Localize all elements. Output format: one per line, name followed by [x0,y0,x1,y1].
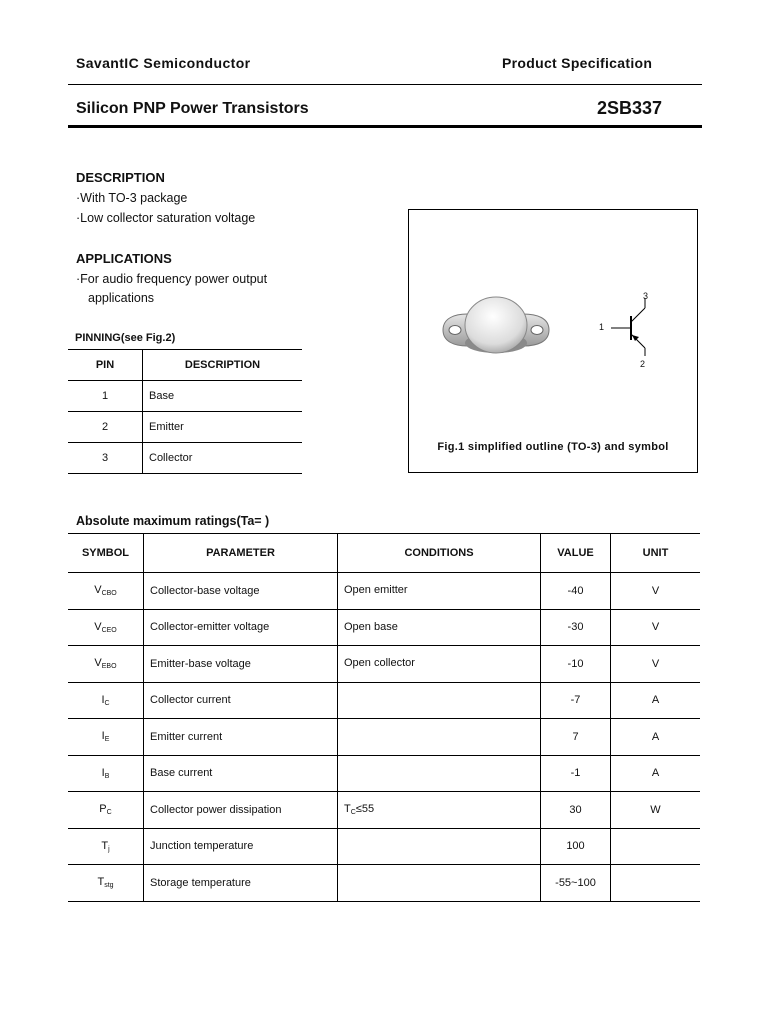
conditions-cell [338,755,541,792]
ratings-table [68,533,700,902]
conditions-cell [338,865,541,902]
symbol-subscript: E [104,736,110,744]
unit-cell: A [651,767,660,780]
table-row [68,443,302,474]
unit-cell: V [651,584,660,597]
conditions-cell [338,828,541,865]
figure-caption: Fig.1 simplified outline (TO-3) and symbol [437,441,669,453]
symbol-cell [68,609,144,646]
value-cell: 100 [541,828,611,865]
unit-column-header: UNIT [642,547,669,559]
part-number: 2SB337 [597,98,663,118]
description-column-header: DESCRIPTION [184,359,261,371]
unit-cell: A [651,694,660,707]
symbol-cell [68,646,144,683]
symbol-subscript: EBO [101,663,117,671]
condition-text: Open emitter [344,584,408,597]
parameter-cell: Emitter-base voltage [144,646,338,683]
pnp-transistor-symbol [595,288,665,378]
unit-cell [611,865,701,902]
condition-rest: ≤55 [355,803,375,816]
symbol-pin-label: 3 [643,291,649,301]
parameter-cell: Junction temperature [144,828,338,865]
symbol-subscript: stg [104,882,114,890]
table-row [68,646,700,683]
condition-subscript: C [350,809,356,817]
table-row [68,573,700,610]
value-cell: -55~100 [541,865,611,902]
condition-text: T [344,803,351,816]
unit-cell [611,828,701,865]
company-name: SavantIC Semiconductor [76,55,251,71]
symbol-letter: I [101,693,105,706]
symbol-subscript: CBO [101,590,117,598]
table-row [68,792,700,829]
symbol-letter: T [101,839,109,852]
symbol-letter: I [101,730,105,743]
symbol-cell [68,682,144,719]
table-row [68,412,302,443]
unit-cell: V [651,657,660,670]
value-cell: -30 [541,609,611,646]
pin-description: Emitter [149,421,184,433]
document-type: Product Specification [502,55,653,71]
parameter-cell: Collector-emitter voltage [144,609,338,646]
symbol-letter: I [101,766,105,779]
symbol-letter: T [97,876,105,889]
pin-column-header: PIN [68,350,143,381]
table-header-row [68,534,700,573]
applications-line: applications [88,291,155,305]
pin-description: Collector [149,452,193,464]
parameter-cell: Base current [144,755,338,792]
symbol-cell [68,755,144,792]
symbol-pin-label: 1 [599,322,605,332]
symbol-subscript: C [104,699,110,707]
symbol-letter: V [94,584,102,597]
table-row [68,755,700,792]
symbol-cell [68,573,144,610]
pin-description: Base [149,390,175,402]
symbol-subscript: B [104,772,110,780]
parameter-cell: Collector power dissipation [144,792,338,829]
conditions-cell [338,573,541,610]
header-divider [68,84,702,85]
conditions-cell [338,682,541,719]
pin-number: 1 [68,381,143,412]
unit-cell: A [651,730,660,743]
symbol-cell [68,719,144,756]
table-header-row [68,350,302,381]
applications-line: ·For audio frequency power output [76,272,268,286]
table-row [68,381,302,412]
table-row [68,828,700,865]
symbol-column-header: SYMBOL [68,534,144,573]
symbol-subscript: C [106,809,112,817]
parameter-cell: Storage temperature [144,865,338,902]
conditions-column-header: CONDITIONS [338,534,541,573]
value-column-header: VALUE [541,534,611,573]
unit-cell: W [650,803,661,816]
symbol-cell [68,865,144,902]
parameter-cell: Collector-base voltage [144,573,338,610]
description-line: ·With TO-3 package [76,191,188,205]
symbol-cell [68,828,144,865]
parameter-cell: Emitter current [144,719,338,756]
symbol-cell [68,792,144,829]
conditions-cell [338,719,541,756]
description-heading: DESCRIPTION [76,170,165,185]
symbol-subscript: CEO [101,626,117,634]
value-cell: -10 [541,646,611,683]
symbol-pin-label: 2 [640,359,646,369]
value-cell: 30 [541,792,611,829]
pinning-table [68,349,302,474]
condition-text: Open collector [344,657,415,670]
conditions-cell [338,792,541,829]
symbol-letter: V [94,657,102,670]
parameter-column-header: PARAMETER [144,534,338,573]
value-cell: -40 [541,573,611,610]
ratings-caption: Absolute maximum ratings(Ta= ) [76,514,270,528]
to3-package-outline [437,288,557,378]
table-row [68,609,700,646]
unit-cell: V [651,621,660,634]
applications-heading: APPLICATIONS [76,251,172,266]
value-cell: -7 [541,682,611,719]
condition-text: Open base [344,620,398,633]
parameter-cell: Collector current [144,682,338,719]
conditions-cell [338,646,541,683]
symbol-letter: P [99,803,107,816]
conditions-cell [338,609,541,646]
symbol-letter: V [94,620,102,633]
description-line: ·Low collector saturation voltage [76,211,256,225]
pin-number: 2 [68,412,143,443]
pinning-caption: PINNING(see Fig.2) [75,332,176,344]
value-cell: -1 [541,755,611,792]
table-row [68,682,700,719]
table-row [68,865,700,902]
title-divider [68,125,702,128]
product-title: Silicon PNP Power Transistors [76,100,309,117]
pin-number: 3 [68,443,143,474]
figure-box [408,209,698,473]
value-cell: 7 [541,719,611,756]
table-row [68,719,700,756]
symbol-subscript: j [108,845,110,853]
